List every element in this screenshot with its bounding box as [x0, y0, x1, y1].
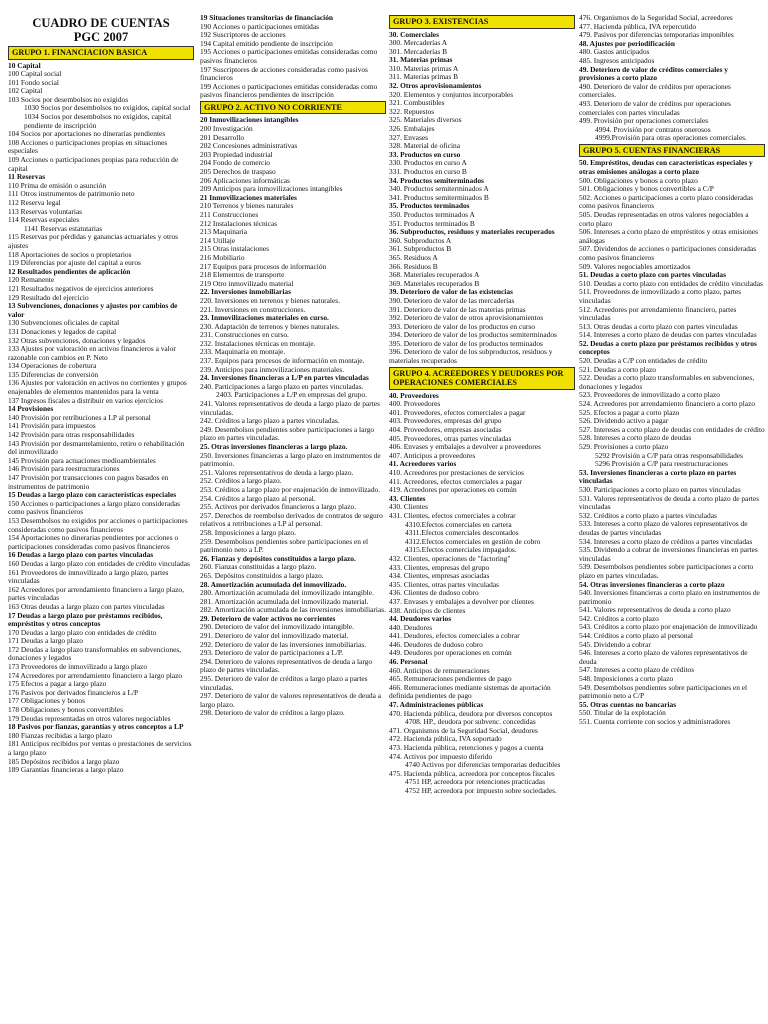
account-subgroup-heading: 29. Deterioro de valor activos no corrientes [200, 613, 336, 623]
account-line: 294. Deterioro de valores representativos de deuda a largo plazo de partes vinculadas. [200, 656, 373, 675]
account-line: 219 Otro inmovilizado material [200, 278, 294, 288]
account-line: 113 Reservas voluntarias [8, 206, 83, 216]
account-line: 258. Imposiciones a largo plazo. [200, 527, 296, 537]
account-subgroup-heading: 16 Deudas a largo plazo con partes vinculadas [8, 550, 154, 560]
account-line: 251. Valores representativos de deuda a largo plazo. [200, 467, 354, 477]
group-header: GRUPO 4. ACREEDORES Y DEUDORES POR OPERACIONES COMERCIALES [389, 367, 575, 390]
account-line: 544. Créditos a corto plazo al personal [579, 631, 693, 641]
account-line: 437. Envases y embalajes a devolver por clientes [389, 596, 534, 606]
subaccount-line: 4312.Efectos comerciales en gestión de cobro [405, 536, 541, 546]
account-line: 161 Proveedores de inmovilizado a largo plazo, partes vinculadas [8, 567, 169, 586]
account-line: 202 Concesiones administrativas [200, 141, 298, 151]
account-line: 545. Dividendo a cobrar [579, 639, 651, 649]
account-line: 300. Mercaderías A [389, 38, 448, 48]
account-line: 520. Deudas a C/P con entidades de crédito [579, 356, 708, 366]
account-line: 395. Deterioro de valor de los productos terminados [389, 338, 543, 348]
account-line: 178 Obligaciones y bonos convertibles [8, 705, 123, 715]
account-line: 521. Deudas a corto plazo [579, 364, 656, 374]
account-line: 470. Hacienda pública, deudora por diversos conceptos [389, 708, 553, 718]
account-subgroup-heading: 14 Provisiones [8, 404, 54, 414]
account-line: 513. Otras deudas a corto plazo con partes vinculadas [579, 321, 738, 331]
account-line: 440. Deudores [389, 622, 433, 632]
account-line: 145 Provisión para actuaciones medioambientales [8, 455, 156, 465]
account-line: 290. Deterioro de valor del inmovilizado intangible. [200, 622, 354, 632]
account-line: 404. Proveedores, empresas asociadas [389, 425, 502, 435]
account-line: 436. Clientes de dudoso cobro [389, 588, 479, 598]
account-line: 189 Garantías financieras a largo plazo [8, 765, 124, 775]
account-subgroup-heading: 43. Clientes [389, 493, 426, 503]
account-line: 217 Equipos para procesos de información [200, 261, 327, 271]
account-subgroup-heading: 13 Subvenciones, donaciones y ajustes por cambios de valor [8, 301, 178, 319]
account-line: 512. Acreedores por arrendamiento financiero, partes vinculadas [579, 304, 737, 323]
document-title [8, 16, 194, 44]
account-line: 242. Créditos a largo plazo a partes vinculadas. [200, 416, 340, 426]
account-line: 393. Deterioro de valor de los productos en curso [389, 321, 535, 331]
subaccount-line: 4315.Efectos comerciales impagados. [405, 545, 517, 555]
account-line: 108 Acciones o participaciones propias en situaciones especiales [8, 137, 168, 156]
subaccount-line: 4751 HP, acreedora por retenciones practicadas [405, 777, 545, 787]
account-line: 400. Proveedores [389, 399, 441, 409]
account-line: 550. Titular de la explotación [579, 708, 666, 718]
account-line: 130 Subvenciones oficiales de capital [8, 318, 120, 328]
account-line: 407. Anticipos a proveedores [389, 450, 476, 460]
subaccount-line: 1034 Socios por desembolsos no exigidos, capital pendiente de inscripción [24, 112, 172, 130]
account-line: 460. Anticipos de remuneraciones [389, 665, 490, 675]
column-3 [389, 14, 575, 1018]
account-line: 365. Residuos A [389, 252, 438, 262]
account-line: 180 Fianzas recibidas a largo plazo [8, 730, 112, 740]
account-line: 471. Organismos de la Seguridad Social, deudores [389, 725, 538, 735]
group-header: GRUPO 1. FINANCIACION BASICA [8, 46, 194, 60]
account-subgroup-heading: 51. Deudas a corto plazo con partes vinculadas [579, 270, 726, 280]
account-line: 255. Activos por derivados financieros a largo plazo. [200, 502, 357, 512]
account-line: 507. Dividendos de acciones o participaciones consideradas como pasivos financieros [579, 244, 757, 262]
account-line: 394. Deterioro de valor de los productos semiterminados [389, 330, 557, 340]
account-line: 322. Repuestos [389, 106, 435, 116]
account-line: 493. Deterioro de valor de créditos por operaciones comerciales con partes vinculadas [579, 98, 731, 117]
account-subgroup-heading: 22. Inversiones inmobiliarias [200, 287, 291, 297]
account-line: 509. Valores negociables amortizados [579, 261, 691, 271]
account-line: 192 Suscriptores de acciones [200, 30, 286, 40]
subaccount-line: 4752 HP, acreedora por impuesto sobre sociedades. [405, 785, 557, 795]
account-line: 210 Terrenos y bienes naturales [200, 201, 294, 211]
subaccount-line: 2403. Participaciones a L/P en empresas del grupo. [216, 390, 367, 400]
account-line: 361. Subproductos B [389, 244, 452, 254]
account-line: 253. Créditos a largo plazo por enajenación de inmovilizado. [200, 484, 381, 494]
account-line: 201 Desarrollo [200, 132, 245, 142]
account-line: 230. Adaptación de terrenos y bienes naturales. [200, 321, 340, 331]
account-line: 135 Diferencias de conversión [8, 369, 99, 379]
account-subgroup-heading: 30. Comerciales [389, 29, 439, 39]
account-line: 133 Ajustes por valoración en activos financieros a valor razonable con cambios en P. Neto [8, 344, 176, 362]
account-line: 532. Créditos a corto plazo a partes vinculadas [579, 510, 717, 520]
account-line: 320. Elementos y conjuntos incorporables [389, 89, 514, 99]
account-line: 543. Créditos a corto plazo por enajenación de inmovilizado [579, 622, 758, 632]
account-line: 522. Deudas a corto plazo transformables en subvenciones, donaciones y legados [579, 373, 755, 391]
account-line: 173 Proveedores de inmovilizado a largo plazo [8, 662, 148, 672]
account-subgroup-heading: 50. Empréstitos, deudas con características especiales y otras emisiones análogas a corto plazo [579, 158, 753, 176]
account-subgroup-heading: 20 Inmovilizaciones intangibles [200, 115, 299, 125]
account-line: 479. Pasivos por diferencias temporarias imponibles [579, 30, 734, 40]
account-line: 392. Deterioro de valor de otros aprovisionamientos [389, 313, 544, 323]
account-subgroup-heading: 41. Acreedores varios [389, 459, 457, 469]
account-line: 176 Pasivos por derivados financieros a L/P [8, 687, 139, 697]
account-subgroup-heading: 17 Deudas a largo plazo por préstamos recibidos, empréstitos y otros conceptos [8, 610, 163, 629]
account-line: 328. Material de oficina [389, 141, 461, 151]
account-line: 214 Utillaje [200, 235, 236, 245]
account-line: 150 Acciones o participaciones a largo plazo consideradas como pasivos financieros [8, 498, 181, 517]
account-line: 529. Provisiones a corto plazo [579, 442, 669, 451]
account-line: 301. Mercaderías B [389, 46, 448, 56]
account-line: 369. Materiales recuperados B [389, 278, 480, 288]
account-subgroup-heading: 39. Deterioro de valor de las existencias [389, 287, 513, 297]
account-line: 292. Deterioro de valor de las inversiones inmobiliarias. [200, 639, 367, 649]
column-1 [8, 14, 194, 1018]
account-subgroup-heading: 31. Materias primas [389, 55, 453, 65]
account-line: 325. Materiales diversos [389, 115, 462, 125]
account-line: 524. Acreedores por arrendamiento financiero a corto plazo [579, 399, 756, 409]
account-line: 240. Participaciones a largo plazo en partes vinculadas. [200, 381, 364, 391]
account-line: 254. Créditos a largo plazo al personal. [200, 493, 316, 503]
account-subgroup-heading: 10 Capital [8, 60, 41, 70]
account-line: 232. Instalaciones técnicas en montaje. [200, 338, 316, 348]
account-subgroup-heading: 35. Productos terminados [389, 201, 470, 211]
account-line: 111 Otros instrumentos de patrimonio neto [8, 189, 135, 199]
account-line: 527. Intereses a corto plazo de deudas con entidades de crédito [579, 424, 765, 434]
account-line: 430. Clientes [389, 502, 429, 512]
account-line: 501. Obligaciones y bonos convertibles a C/P [579, 184, 714, 194]
account-line: 136 Ajustes por valoración en activos no corrientes y grupos enajenables de elementos mantenidos para la venta [8, 378, 187, 397]
account-line: 405. Proveedores, otras partes vinculadas [389, 433, 512, 443]
account-subgroup-heading: 23. Inmovilizaciones materiales en curso. [200, 313, 329, 323]
account-line: 100 Capital social [8, 69, 62, 79]
account-line: 203 Propiedad industrial [200, 149, 273, 159]
account-line: 120 Remanente [8, 275, 55, 285]
account-subgroup-heading: 48. Ajustes por periodificación [579, 38, 675, 48]
account-line: 104 Socios por aportaciones no dinerarias pendientes [8, 129, 166, 139]
account-line: 295. Deterioro de valor de créditos a largo plazo a partes vinculadas. [200, 674, 368, 692]
account-line: 551. Cuenta corriente con socios y administradores [579, 717, 731, 726]
account-line: 480. Gastos anticipados [579, 47, 650, 57]
account-line: 172 Deudas a largo plazo transformables en subvenciones, donaciones y legados [8, 644, 182, 663]
account-subgroup-heading: 32. Otros aprovisionamientos [389, 81, 482, 91]
account-line: 216 Mobiliario [200, 252, 245, 262]
account-line: 233. Maquinaria en montaje. [200, 347, 286, 357]
account-line: 472. Hacienda pública, IVA soportado [389, 734, 502, 744]
account-line: 177 Obligaciones y bonos [8, 696, 85, 706]
account-line: 249. Desembolsos pendientes sobre participaciones a largo plazo en partes vinculadas. [200, 424, 375, 443]
account-line: 539. Desembolsos pendientes sobre participaciones a corto plazo en partes vinculadas. [579, 562, 754, 580]
account-line: 446. Deudores de dudoso cobro [389, 639, 483, 649]
account-line: 181 Anticipos recibidos por ventas o prestaciones de servicios a largo plazo [8, 739, 192, 757]
account-subgroup-heading: 12 Resultados pendientes de aplicación [8, 266, 131, 276]
account-line: 199 Acciones o participaciones emitidas consideradas como pasivos financieros pendientes de inscripción [200, 81, 378, 100]
account-line: 204 Fondo de comercio [200, 158, 270, 168]
account-subgroup-heading: 40. Proveedores [389, 390, 439, 400]
subaccount-line: 4708. HP., deudora por subvenc. concedidas [405, 717, 536, 727]
account-line: 511. Proveedores de inmovilizado a corto plazo, partes vinculadas [579, 287, 742, 305]
account-line: 500. Obligaciones y bonos a corto plazo [579, 175, 698, 185]
account-line: 326. Embalajes [389, 124, 435, 134]
account-line: 141 Provisión para impuestos [8, 421, 96, 431]
account-line: 321. Combustibles [389, 98, 445, 108]
subaccount-line: 4994. Provisión por contratos onerosos [595, 124, 711, 134]
account-line: 260. Fianzas constituidas a largo plazo. [200, 562, 317, 572]
account-subgroup-heading: 15 Deudas a largo plazo con características especiales [8, 490, 177, 500]
account-line: 194 Capital emitido pendiente de inscripción [200, 38, 333, 48]
account-line: 473. Hacienda pública, retenciones y pagos a cuenta [389, 743, 544, 752]
account-line: 411. Acreedores, efectos comerciales a pagar [389, 476, 522, 486]
account-line: 119 Diferencias por ajuste del capital a euros [8, 258, 141, 268]
account-line: 160 Deudas a largo plazo con entidades de crédito vinculadas [8, 558, 190, 568]
account-line: 540. Inversiones financieras a corto plazo en instrumentos de patrimonio [579, 588, 760, 606]
account-line: 391. Deterioro de valor de las materias primas [389, 304, 526, 314]
account-line: 490. Deterioro de valor de créditos por operaciones comerciales. [579, 81, 731, 100]
account-line: 433. Clientes, empresas del grupo [389, 562, 490, 572]
account-line: 109 Acciones o participaciones propias para reducción de capital [8, 155, 179, 173]
account-line: 171 Deudas a largo plazo [8, 636, 83, 646]
account-line: 197 Suscriptores de acciones consideradas como pasivos financieros [200, 64, 368, 83]
account-line: 170 Deudas a largo plazo con entidades de crédito [8, 627, 157, 637]
account-line: 396. Deterioro de valor de los subproductos, residuos y materiales recuperados [389, 347, 553, 366]
title-line-1: CUADRO DE CUENTAS [32, 16, 170, 30]
account-line: 103 Socios por desembolsos no exigidos [8, 94, 129, 104]
account-line: 340. Productos semiterminados A [389, 184, 489, 194]
account-line: 163 Otras deudas a largo plazo con partes vinculadas [8, 601, 165, 611]
account-line: 368. Materiales recuperados A [389, 270, 480, 280]
account-line: 241. Valores representativos de deuda a largo plazo de partes vinculadas. [200, 399, 380, 417]
account-subgroup-heading: 52. Deudas a corto plazo por préstamos recibidos y otros conceptos [579, 338, 757, 357]
account-subgroup-heading: 36. Subproductos, residuos y materiales recuperados [389, 227, 555, 237]
account-line: 206 Aplicaciones informáticas [200, 175, 290, 185]
account-line: 147 Provisión por transacciones con pagos basados en instrumentos de patrimonio [8, 473, 169, 491]
account-line: 239. Anticipos para inmovilizaciones materiales. [200, 364, 345, 374]
account-line: 403. Proveedores, empresas del grupo [389, 416, 502, 426]
account-line: 131 Donaciones y legados de capital [8, 326, 117, 336]
account-line: 259. Desembolsos pendientes sobre participaciones en el patrimonio neto a LP. [200, 536, 369, 555]
account-line: 153 Desembolsos no exigidos por acciones o participaciones consideradas como pasivos financieros [8, 515, 188, 534]
account-subgroup-heading: 25. Otras inversiones financieras a largo plazo. [200, 442, 348, 451]
account-line: 449. Deudores por operaciones en común [389, 648, 512, 658]
account-subgroup-heading: 54. Otras inversiones financieras a corto plazo [579, 579, 725, 589]
account-line: 434. Clientes, empresas asociadas [389, 571, 490, 581]
account-line: 134 Operaciones de cobertura [8, 361, 97, 371]
account-line: 211 Construcciones [200, 209, 259, 219]
account-line: 341. Productos semiterminados B [389, 192, 489, 202]
account-subgroup-heading: 44. Deudores varios [389, 614, 452, 624]
account-line: 209 Anticipos para inmovilizaciones intangibles [200, 184, 343, 194]
account-line: 265. Depósitos constituidos a largo plazo. [200, 570, 324, 580]
account-line: 351. Productos terminados B [389, 218, 475, 228]
account-subgroup-heading: 33. Productos en curso [389, 149, 461, 159]
account-line: 212 Instalaciones técnicas [200, 218, 278, 228]
account-line: 146 Provisión para reestructuraciones [8, 464, 120, 474]
account-line: 250. Inversiones financieras a largo plazo en instrumentos de patrimonio. [200, 450, 381, 469]
account-line: 502. Acciones o participaciones a corto plazo consideradas como pasivos financieros [579, 192, 754, 211]
account-line: 499. Provisión por operaciones comerciales [579, 116, 709, 126]
account-line: 142 Provisión para otras responsabilidades [8, 430, 135, 440]
account-line: 154 Aportaciones no dinerarias pendientes por acciones o participaciones consideradas como pasivos financieros [8, 533, 179, 551]
account-line: 531. Valores representativos de deuda a corto plazo de partes vinculadas [579, 493, 760, 512]
account-line: 549. Desembolsos pendientes sobre participaciones en el patrimonio neto a C/P [579, 682, 748, 701]
account-line: 432. Clientes, operaciones de "factoring" [389, 553, 511, 563]
account-line: 366. Residuos B [389, 261, 438, 271]
account-subgroup-heading: 24. Inversiones financieras a L/P en partes vinculadas [200, 373, 369, 383]
account-line: 218 Elementos de transporte [200, 270, 285, 280]
account-line: 465. Remuneraciones pendientes de pago [389, 674, 512, 684]
account-line: 215 Otras instalaciones [200, 244, 269, 254]
subaccount-line: 5292 Provisión a C/P para otras responsabilidades [595, 450, 743, 460]
account-line: 441. Deudores, efectos comerciales a cobrar [389, 631, 520, 641]
account-line: 477. Hacienda pública, IVA repercutido [579, 21, 697, 31]
subaccount-line: 4311.Efectos comerciales descontados [405, 528, 519, 538]
account-line: 327. Envases [389, 132, 428, 142]
account-subgroup-heading: 55. Otras cuentas no bancarias [579, 699, 677, 709]
account-line: 291. Deterioro de valor del inmovilizado material. [200, 631, 349, 641]
account-subgroup-heading: 28. Amortización acumulada del inmovilizado. [200, 579, 347, 589]
account-line: 438. Anticipos de clientes [389, 605, 466, 615]
account-subgroup-heading: 47. Administraciones públicas [389, 700, 484, 710]
account-line: 431. Clientes, efectos comerciales a cobrar [389, 510, 516, 520]
account-subgroup-heading: 49. Deterioro de valor de créditos comerciales y provisiones a corto plazo [579, 64, 728, 83]
subaccount-line: 4740 Activos por diferencias temporarias deducibles [405, 760, 561, 770]
account-line: 547. Intereses a corto plazo de créditos [579, 665, 695, 675]
account-line: 137 Ingresos fiscales a distribuir en varios ejercicios [8, 395, 163, 405]
account-line: 310. Materias primas A [389, 63, 459, 73]
account-line: 523. Proveedores de inmovilizado a corto plazo [579, 390, 720, 400]
account-line: 185 Depósitos recibidos a largo plazo [8, 756, 120, 766]
account-line: 257. Derechos de reembolso derivados de contratos de seguro relativos a retribuciones a LP al personal. [200, 510, 383, 529]
subaccount-line: 1141 Reservas estatutarias [24, 223, 103, 233]
account-line: 132 Otras subvenciones, donaciones y legados [8, 335, 146, 345]
account-line: 175 Efectos a pagar a largo plazo [8, 679, 107, 689]
account-line: 311. Materias primas B [389, 72, 459, 82]
account-line: 112 Reserva legal [8, 198, 61, 207]
account-line: 190 Acciones o participaciones emitidas [200, 21, 320, 31]
account-line: 360. Subproductos A [389, 235, 452, 245]
account-line: 237. Equipos para procesos de información en montaje. [200, 356, 365, 366]
group-header: GRUPO 3. EXISTENCIAS [389, 15, 575, 29]
account-line: 350. Productos terminados A [389, 209, 475, 219]
account-subgroup-heading: 34. Productos semiterminados [389, 175, 484, 185]
account-line: 330. Productos en curso A [389, 158, 467, 168]
account-line: 252. Créditos a largo plazo. [200, 476, 282, 486]
account-line: 406. Envases y embalajes a devolver a proveedores [389, 442, 541, 452]
account-line: 542. Créditos a corto plazo [579, 613, 659, 623]
account-line: 475. Hacienda pública, acreedora por conceptos fiscales [389, 768, 555, 778]
account-line: 162 Acreedores por arrendamiento financiero a largo plazo, partes vinculadas [8, 584, 184, 603]
account-line: 530. Participaciones a corto plazo en partes vinculadas [579, 484, 741, 494]
account-line: 535. Dividendo a cobrar de inversiones financieras en partes vinculadas [579, 545, 758, 563]
account-line: 220. Inversiones en terrenos y bienes naturales. [200, 295, 340, 305]
account-subgroup-heading: 46. Personal [389, 657, 428, 667]
account-line: 129 Resultado del ejercicio [8, 292, 89, 302]
group-header: GRUPO 5. CUENTAS FINANCIERAS [579, 144, 765, 158]
account-line: 140 Provisión por retribuciones a LP al personal [8, 412, 151, 422]
subaccount-line: 4999.Provisión para otras operaciones comerciales. [595, 133, 747, 143]
account-subgroup-heading: 21 Inmovilizaciones materiales [200, 192, 297, 202]
group-header: GRUPO 2. ACTIVO NO CORRIENTE [200, 101, 386, 115]
account-line: 297. Deterioro de valor de valores representativos de deuda a largo plazo. [200, 691, 381, 709]
account-line: 298. Deterioro de valor de créditos a largo plazo. [200, 708, 345, 718]
account-line: 525. Efectos a pagar a corto plazo [579, 407, 680, 417]
account-line: 474. Activos por impuesto diferido [389, 751, 493, 761]
column-2 [200, 14, 386, 1018]
account-line: 541. Valores representativos de deuda a corto plazo [579, 605, 731, 615]
account-line: 205 Derechos de traspaso [200, 167, 276, 176]
account-line: 200 Investigación [200, 124, 253, 134]
account-line: 466. Remuneraciones mediante sistemas de aportación definida pendientes de pago [389, 682, 551, 701]
account-line: 280. Amortización acumulada del inmovilizado intangible. [200, 588, 374, 598]
account-line: 546. Intereses a corto plazo de valores representativos de deuda [579, 648, 748, 666]
account-line: 534. Intereses a corto plazo de créditos a partes vinculadas [579, 536, 753, 546]
account-line: 102 Capital [8, 86, 43, 96]
account-line: 485. Ingresos anticipados [579, 55, 655, 65]
account-subgroup-heading: 19 Situaciones transitorias de financiación [200, 14, 334, 22]
account-line: 401. Proveedores, efectos comerciales a pagar [389, 407, 526, 417]
account-line: 526. Dividendo activo a pagar [579, 416, 669, 426]
account-line: 419. Acreedores por operaciones en común [389, 485, 517, 495]
account-line: 514. Intereses a corto plazo de deudas con partes vinculadas [579, 330, 757, 340]
subaccount-line: 1030 Socios por desembolsos no exigidos, capital social [24, 103, 191, 113]
account-line: 121 Resultados negativos de ejercicios anteriores [8, 283, 154, 293]
account-line: 115 Reservas por pérdidas y ganancias actuariales y otros ajustes [8, 232, 179, 250]
account-line: 293. Deterioro de valor de participaciones a L/P. [200, 648, 344, 658]
column-4 [579, 14, 765, 1018]
account-line: 110 Prima de emisión o asunción [8, 180, 107, 190]
account-line: 281. Amortización acumulada del inmovilizado material. [200, 596, 369, 606]
account-line: 101 Fondo social [8, 77, 59, 87]
account-subgroup-heading: 18 Pasivos por fianzas, garantías y otros conceptos a LP [8, 722, 184, 732]
subaccount-line: 5296 Provisión a C/P para reestructuraciones [595, 459, 728, 469]
account-line: 410. Acreedores por prestaciones de servicios [389, 468, 525, 477]
account-line: 435. Clientes, otras partes vinculadas [389, 579, 500, 589]
account-line: 195 Acciones o participaciones emitidas consideradas como pasivos financieros [200, 47, 378, 65]
account-line: 533. Intereses a corto plazo de valores representativos de deudas de partes vinculadas [579, 519, 748, 537]
account-line: 213 Maquinaria [200, 227, 247, 237]
account-line: 231. Construcciones en curso. [200, 330, 289, 340]
account-line: 114 Reservas especiales [8, 215, 80, 225]
title-line-2: PGC 2007 [73, 30, 129, 44]
account-line: 390. Deterioro de valor de las mercaderías [389, 295, 515, 305]
account-line: 282. Amortización acumulada de las inversiones inmobiliarias. [200, 605, 386, 615]
account-line: 548. Imposiciones a corto plazo [579, 674, 674, 684]
account-line: 118 Aportaciones de socios o propietarios [8, 249, 132, 259]
account-subgroup-heading: 53. Inversiones financieras a corto plazo en partes vinculadas [579, 467, 737, 486]
account-line: 179 Deudas representadas en otros valores negociables [8, 713, 171, 723]
account-line: 476. Organismos de la Seguridad Social, acreedores [579, 14, 733, 22]
account-line: 506. Intereses a corto plazo de empréstitos y otras emisiones análogas [579, 227, 758, 245]
account-line: 221. Inversiones en construcciones. [200, 304, 306, 314]
account-line: 528. Intereses a corto plazo de deudas [579, 433, 692, 443]
subaccount-line: 4310.Efectos comerciales en cartera [405, 519, 512, 529]
account-line: 505. Deudas representadas en otros valores negociables a corto plazo [579, 209, 749, 228]
account-line: 331. Productos en curso B [389, 167, 467, 176]
account-line: 143 Provisión por desmantelamiento, retiro o rehabilitación del inmovilizado [8, 438, 185, 457]
account-line: 510. Deudas a corto plazo con entidades de crédito vinculadas [579, 278, 763, 288]
account-subgroup-heading: 26. Fianzas y depósitos constituidos a largo plazo. [200, 553, 356, 563]
account-subgroup-heading: 11 Reservas [8, 172, 46, 182]
account-line: 174 Acreedores por arrendamiento financiero a largo plazo [8, 670, 183, 680]
